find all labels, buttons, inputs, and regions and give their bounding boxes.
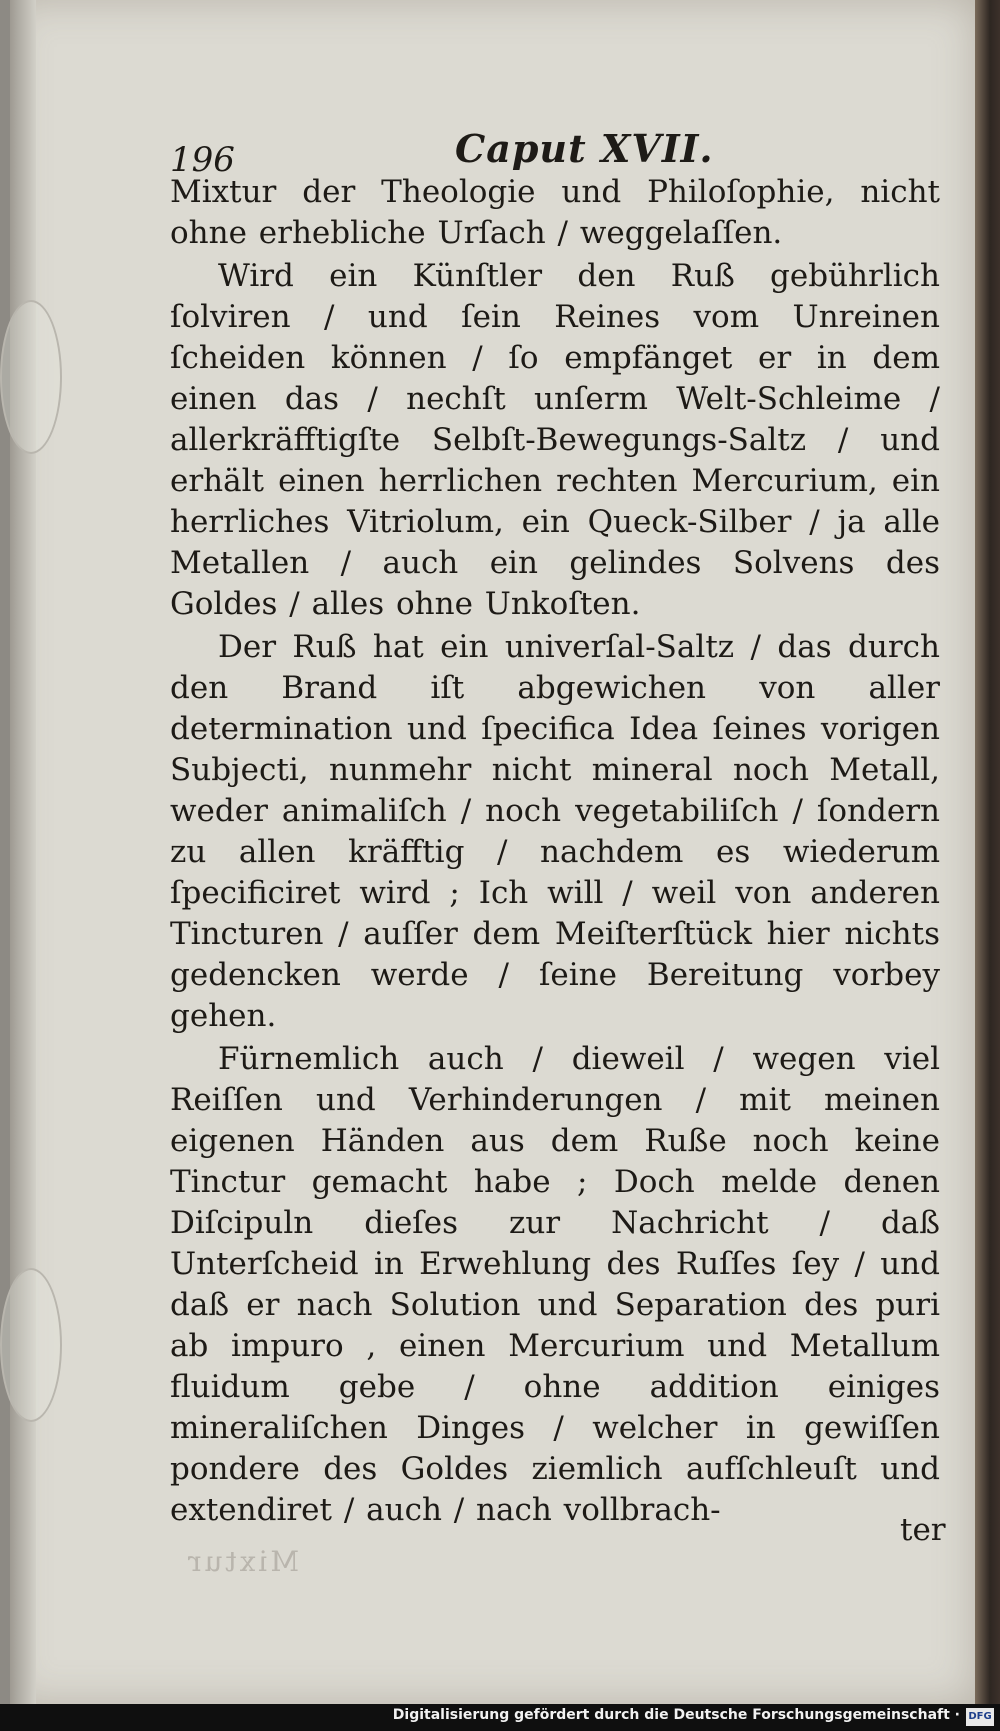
bleed-through-text: Mixtur [185,1545,300,1578]
catchword: ter [900,1512,946,1548]
page-number: 196 [170,140,235,180]
digitization-credit: Digitalisierung gefördert durch die Deutsche Forschungsgemeinschaft · [392,1707,960,1723]
binding-ring-mark-top [0,300,62,454]
body-text [170,172,940,1533]
binding-ring-mark-bottom [0,1268,62,1422]
book-page [10,0,975,1704]
paragraph-2: Wird ein Künſtler den Ruß gebührlich ſolviren / und ſein Reines vom Unreinen ſcheiden können / ſo empfänget er in dem einen das / nechſt unſerm Welt-Schleime / allerkräfftigſte Selbſt-Bewegungs-Saltz / und erhält einen herrlichen rechten Mercurium, ein herrliches Vitriolum, ein Queck-Silber / ja alle Metallen / auch ein gelindes Solvens des Goldes / alles ohne Unkoſten. [170,258,940,622]
page-spine-shadow [10,0,36,1704]
paragraph-3: Der Ruß hat ein univerſal-Saltz / das durch den Brand iſt abgewichen von aller determination und ſpecifica Idea ſeines vorigen Subjecti, nunmehr nicht mineral noch Metall, weder animaliſch / noch vegetabiliſch / ſondern zu allen kräfftig / nachdem es wiederum ſpecificiret wird ; Ich will / weil von anderen Tincturen / auſſer dem Meiſterſtück hier nichts gedencken werde / ſeine Bereitung vorbey gehen. [170,629,940,1034]
paragraph-1: Mixtur der Theologie und Philoſophie, nicht ohne erhebliche Urſach / weggelaſſen. [170,174,940,251]
dfg-logo-icon: DFG [966,1708,994,1726]
running-head: Caput XVII. [455,126,714,171]
footer-bar [0,1704,1000,1731]
book-cover-edge [975,0,1000,1704]
paragraph-4: Fürnemlich auch / dieweil / wegen viel Reiſſen und Verhinderungen / mit meinen eigenen Händen aus dem Ruße noch keine Tinctur gemacht habe ; Doch melde denen Diſcipuln dieſes zur Nachricht / daß Unterſcheid in Erwehlung des Ruſſes ſey / und daß er nach Solution und Separation des puri ab impuro , einen Mercurium und Metallum fluidum gebe / ohne addition einiges mineraliſchen Dinges / welcher in gewiſſen pondere des Goldes ziemlich aufſchleuſt und extendiret / auch / nach vollbrach- [170,1041,940,1528]
